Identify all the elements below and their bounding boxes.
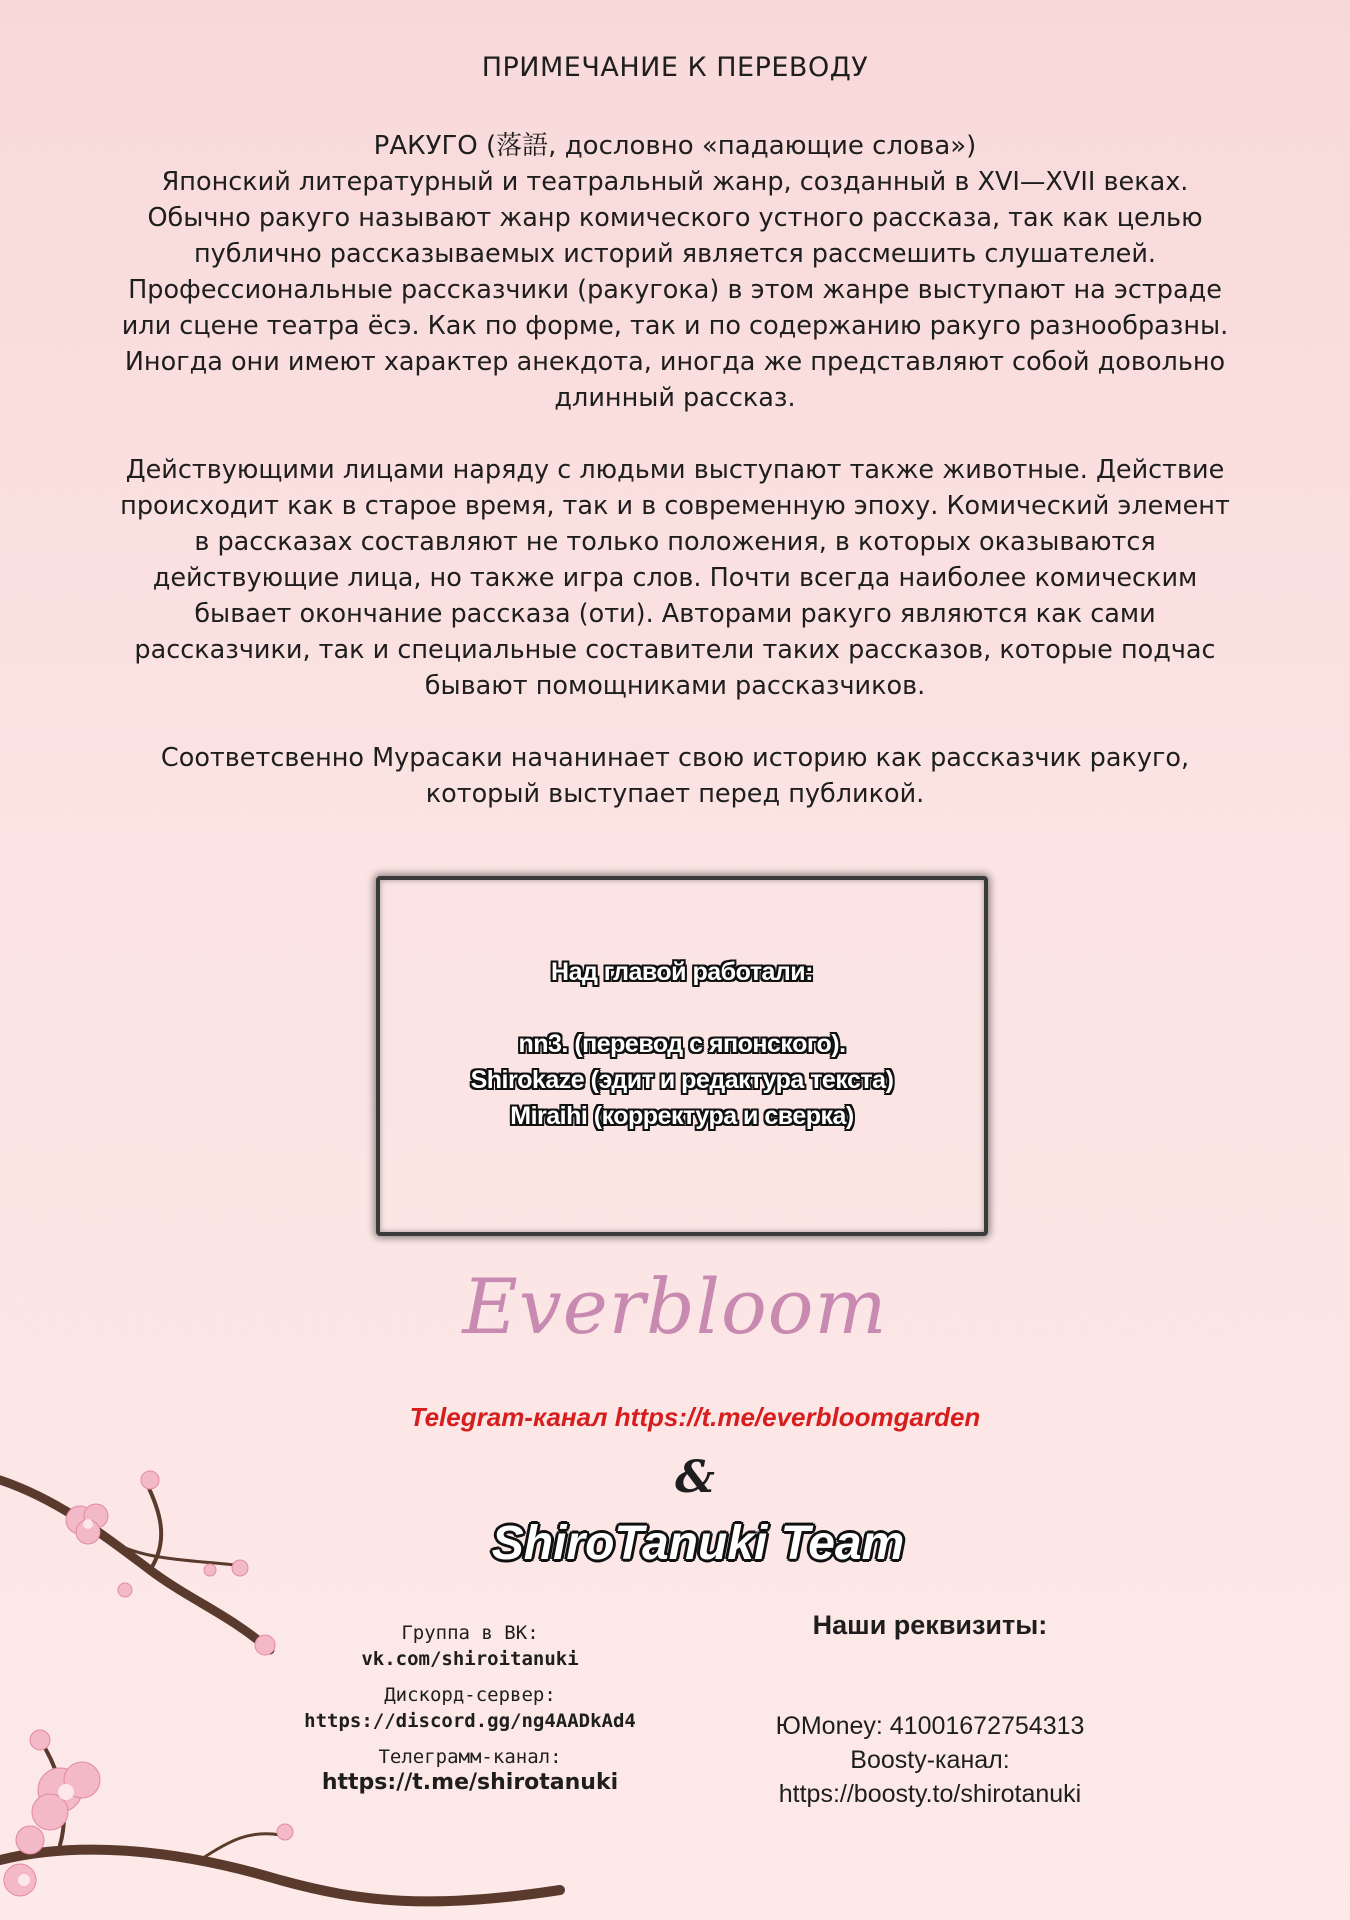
note-paragraph-2: Действующими лицами наряду с людьми выступают также животные. Действие происходит как в старое время, так и в современную эпоху. Комический элемент в рассказах составляют не только положения, в которых оказываются действующие лица, но также игра слов. Почти всегда наиболее комическим бывает окончание рассказа (оти). Авторами ракуго являются как сами рассказчики, так и специальные составители таких рассказов, которые подчас бывают помощниками рассказчиков.	[120, 455, 1230, 701]
credit-translator: nn3. (перевод с японского).	[518, 1030, 846, 1058]
boosty-link[interactable]: https://boosty.to/shirotanuki	[778, 1780, 1082, 1808]
credit-proofreader: Miraihi (корректура и сверка)	[510, 1102, 854, 1130]
boosty-label: Boosty-канал:	[850, 1746, 1010, 1774]
discord-link[interactable]: https://discord.gg/ng4AADkAd4	[304, 1710, 636, 1732]
credits-heading: Над главой работали:	[551, 958, 813, 986]
credits-list	[380, 1026, 984, 1134]
vk-label: Группа в ВК:	[401, 1622, 539, 1644]
contacts-block	[250, 1620, 690, 1806]
ampersand: &	[675, 1452, 715, 1503]
credits-box	[376, 876, 988, 1236]
note-paragraph-1	[110, 128, 1240, 416]
yumoney-account: ЮMoney: 41001672754313	[775, 1712, 1085, 1740]
credit-editor: Shirokaze (эдит и редактура текста)	[470, 1066, 894, 1094]
telegram-label: Телеграмм-канал:	[378, 1746, 562, 1768]
requisites-block	[760, 1610, 1100, 1811]
discord-label: Дискорд-сервер:	[384, 1684, 556, 1706]
everbloom-logo: Everbloom	[462, 1262, 888, 1351]
requisites-title: Наши реквизиты:	[812, 1610, 1048, 1640]
rakugo-term-heading: РАКУГО (落語, дословно «падающие слова»)	[373, 131, 977, 161]
note-title: ПРИМЕЧАНИЕ К ПЕРЕВОДУ	[481, 52, 869, 83]
note-paragraph-1-text: Японский литературный и театральный жанр, созданный в XVI—XVII веках. Обычно ракуго называют жанр комического устного рассказа, так как целью публично рассказываемых историй является рассмешить слушателей. Профессиональные рассказчики (ракугока) в этом жанре выступают на эстраде или сцене театра ёсэ. Как по форме, так и по содержанию ракуго разнообразны. Иногда они имеют характер анекдота, иногда же представляют собой довольно длинный рассказ.	[121, 167, 1229, 413]
vk-link[interactable]: vk.com/shiroitanuki	[361, 1648, 579, 1670]
note-body	[110, 128, 1240, 848]
shirotanuki-team-title: ShiroTanuki Team	[491, 1517, 905, 1570]
note-paragraph-3: Соответсвенно Мурасаки начанинает свою историю как рассказчик ракуго, который выступает перед публикой.	[160, 743, 1190, 809]
telegram-link[interactable]: https://t.me/shirotanuki	[321, 1770, 619, 1795]
everbloom-telegram-link[interactable]: Telegram-канал https://t.me/everbloomgarden	[409, 1402, 981, 1432]
